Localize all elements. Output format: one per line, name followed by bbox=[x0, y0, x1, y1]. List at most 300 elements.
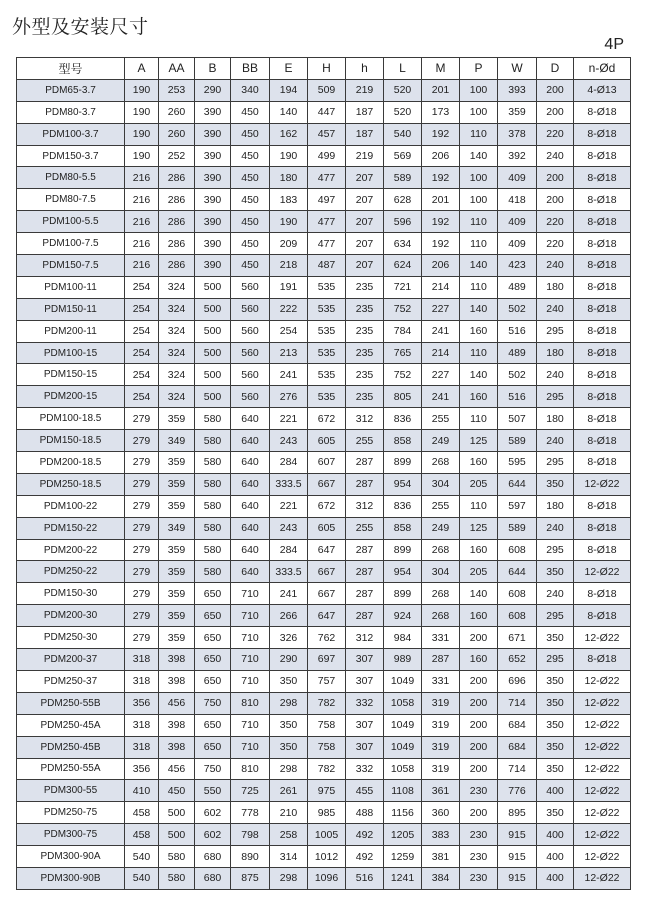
value-cell: 390 bbox=[195, 167, 231, 189]
value-cell: 750 bbox=[195, 692, 231, 714]
value-cell: 640 bbox=[231, 473, 270, 495]
value-cell: 782 bbox=[308, 758, 346, 780]
value-cell: 160 bbox=[460, 605, 498, 627]
value-cell: 191 bbox=[270, 276, 308, 298]
value-cell: 295 bbox=[537, 320, 574, 342]
value-cell: 326 bbox=[270, 627, 308, 649]
value-cell: 216 bbox=[125, 211, 159, 233]
column-header: W bbox=[498, 58, 537, 80]
value-cell: 757 bbox=[308, 670, 346, 692]
value-cell: 210 bbox=[270, 802, 308, 824]
value-cell: 383 bbox=[422, 824, 460, 846]
value-cell: 216 bbox=[125, 167, 159, 189]
model-cell: PDM300-75 bbox=[17, 824, 125, 846]
value-cell: 398 bbox=[159, 736, 195, 758]
value-cell: 252 bbox=[159, 145, 195, 167]
value-cell: 450 bbox=[231, 211, 270, 233]
value-cell: 667 bbox=[308, 583, 346, 605]
value-cell: 714 bbox=[498, 758, 537, 780]
value-cell: 216 bbox=[125, 233, 159, 255]
value-cell: 650 bbox=[195, 670, 231, 692]
value-cell: 241 bbox=[270, 364, 308, 386]
value-cell: 710 bbox=[231, 670, 270, 692]
value-cell: 266 bbox=[270, 605, 308, 627]
value-cell: 560 bbox=[231, 276, 270, 298]
value-cell: 284 bbox=[270, 539, 308, 561]
value-cell: 477 bbox=[308, 211, 346, 233]
table-row bbox=[17, 298, 631, 320]
value-cell: 295 bbox=[537, 605, 574, 627]
value-cell: 409 bbox=[498, 233, 537, 255]
value-cell: 1058 bbox=[384, 692, 422, 714]
value-cell: 356 bbox=[125, 692, 159, 714]
value-cell: 516 bbox=[498, 386, 537, 408]
value-cell: 805 bbox=[384, 386, 422, 408]
value-cell: 710 bbox=[231, 627, 270, 649]
value-cell: 243 bbox=[270, 517, 308, 539]
value-cell: 220 bbox=[537, 211, 574, 233]
table-row bbox=[17, 846, 631, 868]
value-cell: 200 bbox=[460, 627, 498, 649]
value-cell: 580 bbox=[159, 867, 195, 889]
model-cell: PDM300-90A bbox=[17, 846, 125, 868]
value-cell: 240 bbox=[537, 517, 574, 539]
value-cell: 241 bbox=[422, 386, 460, 408]
value-cell: 650 bbox=[195, 649, 231, 671]
model-cell: PDM200-37 bbox=[17, 649, 125, 671]
model-cell: PDM250-45B bbox=[17, 736, 125, 758]
column-header: h bbox=[346, 58, 384, 80]
model-cell: PDM100-5.5 bbox=[17, 211, 125, 233]
value-cell: 8-Ø18 bbox=[574, 276, 631, 298]
dimension-table bbox=[16, 57, 631, 890]
value-cell: 253 bbox=[159, 79, 195, 101]
value-cell: 240 bbox=[537, 364, 574, 386]
value-cell: 180 bbox=[270, 167, 308, 189]
table-row bbox=[17, 605, 631, 627]
value-cell: 507 bbox=[498, 408, 537, 430]
value-cell: 580 bbox=[195, 430, 231, 452]
value-cell: 254 bbox=[125, 386, 159, 408]
value-cell: 535 bbox=[308, 298, 346, 320]
column-header: BB bbox=[231, 58, 270, 80]
table-row bbox=[17, 495, 631, 517]
value-cell: 110 bbox=[460, 342, 498, 364]
value-cell: 350 bbox=[537, 692, 574, 714]
table-header-row bbox=[17, 58, 631, 80]
value-cell: 535 bbox=[308, 342, 346, 364]
value-cell: 605 bbox=[308, 430, 346, 452]
table-row bbox=[17, 714, 631, 736]
value-cell: 915 bbox=[498, 867, 537, 889]
value-cell: 350 bbox=[270, 714, 308, 736]
value-cell: 359 bbox=[159, 583, 195, 605]
value-cell: 500 bbox=[159, 824, 195, 846]
value-cell: 975 bbox=[308, 780, 346, 802]
value-cell: 110 bbox=[460, 276, 498, 298]
value-cell: 378 bbox=[498, 123, 537, 145]
table-row bbox=[17, 670, 631, 692]
value-cell: 286 bbox=[159, 255, 195, 277]
value-cell: 477 bbox=[308, 233, 346, 255]
value-cell: 100 bbox=[460, 101, 498, 123]
value-cell: 8-Ø18 bbox=[574, 605, 631, 627]
value-cell: 318 bbox=[125, 736, 159, 758]
table-row bbox=[17, 79, 631, 101]
value-cell: 100 bbox=[460, 167, 498, 189]
value-cell: 279 bbox=[125, 583, 159, 605]
value-cell: 279 bbox=[125, 430, 159, 452]
value-cell: 899 bbox=[384, 539, 422, 561]
value-cell: 279 bbox=[125, 408, 159, 430]
table-row bbox=[17, 386, 631, 408]
value-cell: 456 bbox=[159, 758, 195, 780]
value-cell: 200 bbox=[460, 758, 498, 780]
column-header: H bbox=[308, 58, 346, 80]
value-cell: 652 bbox=[498, 649, 537, 671]
value-cell: 1205 bbox=[384, 824, 422, 846]
value-cell: 332 bbox=[346, 692, 384, 714]
value-cell: 667 bbox=[308, 473, 346, 495]
value-cell: 140 bbox=[460, 145, 498, 167]
value-cell: 640 bbox=[231, 495, 270, 517]
value-cell: 8-Ø18 bbox=[574, 255, 631, 277]
value-cell: 477 bbox=[308, 167, 346, 189]
value-cell: 350 bbox=[270, 736, 308, 758]
value-cell: 450 bbox=[231, 189, 270, 211]
value-cell: 1241 bbox=[384, 867, 422, 889]
value-cell: 331 bbox=[422, 627, 460, 649]
value-cell: 235 bbox=[346, 386, 384, 408]
value-cell: 450 bbox=[231, 101, 270, 123]
value-cell: 340 bbox=[231, 79, 270, 101]
value-cell: 332 bbox=[346, 758, 384, 780]
model-cell: PDM100-15 bbox=[17, 342, 125, 364]
value-cell: 858 bbox=[384, 517, 422, 539]
value-cell: 890 bbox=[231, 846, 270, 868]
value-cell: 634 bbox=[384, 233, 422, 255]
model-cell: PDM150-11 bbox=[17, 298, 125, 320]
value-cell: 254 bbox=[270, 320, 308, 342]
table-row bbox=[17, 627, 631, 649]
value-cell: 324 bbox=[159, 320, 195, 342]
value-cell: 989 bbox=[384, 649, 422, 671]
value-cell: 8-Ø18 bbox=[574, 408, 631, 430]
value-cell: 450 bbox=[231, 167, 270, 189]
value-cell: 350 bbox=[270, 670, 308, 692]
value-cell: 458 bbox=[125, 824, 159, 846]
model-cell: PDM150-18.5 bbox=[17, 430, 125, 452]
value-cell: 390 bbox=[195, 189, 231, 211]
value-cell: 1156 bbox=[384, 802, 422, 824]
value-cell: 279 bbox=[125, 605, 159, 627]
value-cell: 580 bbox=[159, 846, 195, 868]
value-cell: 381 bbox=[422, 846, 460, 868]
value-cell: 160 bbox=[460, 452, 498, 474]
value-cell: 628 bbox=[384, 189, 422, 211]
value-cell: 450 bbox=[231, 123, 270, 145]
value-cell: 254 bbox=[125, 342, 159, 364]
value-cell: 393 bbox=[498, 79, 537, 101]
value-cell: 240 bbox=[537, 430, 574, 452]
model-cell: PDM200-22 bbox=[17, 539, 125, 561]
value-cell: 8-Ø18 bbox=[574, 342, 631, 364]
value-cell: 318 bbox=[125, 714, 159, 736]
value-cell: 298 bbox=[270, 758, 308, 780]
value-cell: 589 bbox=[384, 167, 422, 189]
value-cell: 580 bbox=[195, 517, 231, 539]
value-cell: 640 bbox=[231, 452, 270, 474]
value-cell: 580 bbox=[195, 539, 231, 561]
model-cell: PDM300-55 bbox=[17, 780, 125, 802]
table-row bbox=[17, 364, 631, 386]
value-cell: 200 bbox=[537, 167, 574, 189]
value-cell: 502 bbox=[498, 298, 537, 320]
value-cell: 359 bbox=[159, 539, 195, 561]
value-cell: 457 bbox=[308, 123, 346, 145]
value-cell: 279 bbox=[125, 495, 159, 517]
value-cell: 295 bbox=[537, 386, 574, 408]
value-cell: 140 bbox=[270, 101, 308, 123]
value-cell: 899 bbox=[384, 452, 422, 474]
table-row bbox=[17, 320, 631, 342]
value-cell: 1096 bbox=[308, 867, 346, 889]
value-cell: 500 bbox=[159, 802, 195, 824]
value-cell: 261 bbox=[270, 780, 308, 802]
value-cell: 12-Ø22 bbox=[574, 473, 631, 495]
table-row bbox=[17, 867, 631, 889]
value-cell: 1049 bbox=[384, 714, 422, 736]
value-cell: 350 bbox=[537, 758, 574, 780]
value-cell: 924 bbox=[384, 605, 422, 627]
value-cell: 8-Ø18 bbox=[574, 495, 631, 517]
value-cell: 200 bbox=[460, 802, 498, 824]
value-cell: 290 bbox=[270, 649, 308, 671]
value-cell: 954 bbox=[384, 561, 422, 583]
value-cell: 230 bbox=[460, 780, 498, 802]
value-cell: 776 bbox=[498, 780, 537, 802]
model-cell: PDM250-18.5 bbox=[17, 473, 125, 495]
column-header: B bbox=[195, 58, 231, 80]
value-cell: 492 bbox=[346, 846, 384, 868]
value-cell: 915 bbox=[498, 846, 537, 868]
value-cell: 241 bbox=[270, 583, 308, 605]
value-cell: 216 bbox=[125, 189, 159, 211]
value-cell: 216 bbox=[125, 255, 159, 277]
model-cell: PDM200-15 bbox=[17, 386, 125, 408]
value-cell: 500 bbox=[195, 276, 231, 298]
table-row bbox=[17, 539, 631, 561]
table-row bbox=[17, 233, 631, 255]
value-cell: 180 bbox=[537, 408, 574, 430]
value-cell: 608 bbox=[498, 539, 537, 561]
value-cell: 580 bbox=[195, 408, 231, 430]
value-cell: 12-Ø22 bbox=[574, 802, 631, 824]
value-cell: 650 bbox=[195, 736, 231, 758]
value-cell: 307 bbox=[346, 736, 384, 758]
value-cell: 450 bbox=[231, 145, 270, 167]
table-row bbox=[17, 649, 631, 671]
value-cell: 647 bbox=[308, 539, 346, 561]
value-cell: 100 bbox=[460, 79, 498, 101]
value-cell: 359 bbox=[159, 605, 195, 627]
value-cell: 359 bbox=[159, 473, 195, 495]
value-cell: 409 bbox=[498, 211, 537, 233]
value-cell: 650 bbox=[195, 627, 231, 649]
value-cell: 12-Ø22 bbox=[574, 714, 631, 736]
value-cell: 500 bbox=[195, 364, 231, 386]
value-cell: 500 bbox=[195, 298, 231, 320]
value-cell: 499 bbox=[308, 145, 346, 167]
value-cell: 8-Ø18 bbox=[574, 189, 631, 211]
value-cell: 520 bbox=[384, 101, 422, 123]
value-cell: 243 bbox=[270, 430, 308, 452]
value-cell: 260 bbox=[159, 101, 195, 123]
value-cell: 684 bbox=[498, 736, 537, 758]
value-cell: 286 bbox=[159, 211, 195, 233]
value-cell: 12-Ø22 bbox=[574, 758, 631, 780]
value-cell: 608 bbox=[498, 605, 537, 627]
model-cell: PDM250-75 bbox=[17, 802, 125, 824]
value-cell: 8-Ø18 bbox=[574, 452, 631, 474]
value-cell: 580 bbox=[195, 561, 231, 583]
value-cell: 312 bbox=[346, 495, 384, 517]
model-cell: PDM150-3.7 bbox=[17, 145, 125, 167]
value-cell: 190 bbox=[270, 145, 308, 167]
table-row bbox=[17, 123, 631, 145]
value-cell: 8-Ø18 bbox=[574, 517, 631, 539]
value-cell: 540 bbox=[125, 867, 159, 889]
value-cell: 398 bbox=[159, 649, 195, 671]
table-row bbox=[17, 145, 631, 167]
value-cell: 450 bbox=[231, 255, 270, 277]
value-cell: 12-Ø22 bbox=[574, 824, 631, 846]
value-cell: 418 bbox=[498, 189, 537, 211]
value-cell: 550 bbox=[195, 780, 231, 802]
value-cell: 710 bbox=[231, 583, 270, 605]
value-cell: 836 bbox=[384, 408, 422, 430]
column-header: M bbox=[422, 58, 460, 80]
value-cell: 180 bbox=[537, 495, 574, 517]
value-cell: 240 bbox=[537, 255, 574, 277]
value-cell: 254 bbox=[125, 364, 159, 386]
table-row bbox=[17, 342, 631, 364]
value-cell: 500 bbox=[195, 342, 231, 364]
value-cell: 206 bbox=[422, 255, 460, 277]
value-cell: 298 bbox=[270, 692, 308, 714]
column-header: E bbox=[270, 58, 308, 80]
value-cell: 235 bbox=[346, 364, 384, 386]
model-cell: PDM250-22 bbox=[17, 561, 125, 583]
value-cell: 12-Ø22 bbox=[574, 780, 631, 802]
value-cell: 589 bbox=[498, 430, 537, 452]
value-cell: 456 bbox=[159, 692, 195, 714]
value-cell: 8-Ø18 bbox=[574, 145, 631, 167]
value-cell: 125 bbox=[460, 430, 498, 452]
value-cell: 268 bbox=[422, 452, 460, 474]
value-cell: 644 bbox=[498, 561, 537, 583]
value-cell: 488 bbox=[346, 802, 384, 824]
value-cell: 356 bbox=[125, 758, 159, 780]
table-row bbox=[17, 561, 631, 583]
pole-tag: 4P bbox=[604, 36, 624, 53]
value-cell: 173 bbox=[422, 101, 460, 123]
model-cell: PDM100-3.7 bbox=[17, 123, 125, 145]
value-cell: 350 bbox=[537, 736, 574, 758]
value-cell: 230 bbox=[460, 846, 498, 868]
table-row bbox=[17, 758, 631, 780]
column-header: n-Ød bbox=[574, 58, 631, 80]
value-cell: 230 bbox=[460, 824, 498, 846]
value-cell: 400 bbox=[537, 824, 574, 846]
value-cell: 489 bbox=[498, 276, 537, 298]
value-cell: 8-Ø18 bbox=[574, 233, 631, 255]
value-cell: 207 bbox=[346, 255, 384, 277]
value-cell: 307 bbox=[346, 714, 384, 736]
value-cell: 255 bbox=[422, 408, 460, 430]
table-row bbox=[17, 583, 631, 605]
value-cell: 569 bbox=[384, 145, 422, 167]
value-cell: 671 bbox=[498, 627, 537, 649]
value-cell: 200 bbox=[537, 101, 574, 123]
value-cell: 268 bbox=[422, 605, 460, 627]
value-cell: 350 bbox=[537, 670, 574, 692]
value-cell: 535 bbox=[308, 276, 346, 298]
value-cell: 298 bbox=[270, 867, 308, 889]
value-cell: 207 bbox=[346, 167, 384, 189]
value-cell: 254 bbox=[125, 298, 159, 320]
table-row bbox=[17, 452, 631, 474]
value-cell: 287 bbox=[346, 583, 384, 605]
table-row bbox=[17, 736, 631, 758]
value-cell: 207 bbox=[346, 189, 384, 211]
model-cell: PDM80-5.5 bbox=[17, 167, 125, 189]
value-cell: 455 bbox=[346, 780, 384, 802]
value-cell: 194 bbox=[270, 79, 308, 101]
value-cell: 640 bbox=[231, 561, 270, 583]
value-cell: 1108 bbox=[384, 780, 422, 802]
value-cell: 319 bbox=[422, 736, 460, 758]
value-cell: 647 bbox=[308, 605, 346, 627]
model-cell: PDM250-30 bbox=[17, 627, 125, 649]
value-cell: 400 bbox=[537, 867, 574, 889]
value-cell: 400 bbox=[537, 780, 574, 802]
value-cell: 409 bbox=[498, 167, 537, 189]
value-cell: 4-Ø13 bbox=[574, 79, 631, 101]
value-cell: 209 bbox=[270, 233, 308, 255]
value-cell: 680 bbox=[195, 867, 231, 889]
value-cell: 284 bbox=[270, 452, 308, 474]
model-cell: PDM80-3.7 bbox=[17, 101, 125, 123]
value-cell: 213 bbox=[270, 342, 308, 364]
value-cell: 8-Ø18 bbox=[574, 298, 631, 320]
value-cell: 954 bbox=[384, 473, 422, 495]
value-cell: 140 bbox=[460, 364, 498, 386]
value-cell: 319 bbox=[422, 758, 460, 780]
value-cell: 222 bbox=[270, 298, 308, 320]
value-cell: 287 bbox=[346, 452, 384, 474]
value-cell: 192 bbox=[422, 123, 460, 145]
column-header: L bbox=[384, 58, 422, 80]
value-cell: 218 bbox=[270, 255, 308, 277]
model-cell: PDM100-11 bbox=[17, 276, 125, 298]
value-cell: 710 bbox=[231, 649, 270, 671]
value-cell: 201 bbox=[422, 189, 460, 211]
value-cell: 500 bbox=[195, 386, 231, 408]
value-cell: 784 bbox=[384, 320, 422, 342]
value-cell: 287 bbox=[346, 605, 384, 627]
value-cell: 535 bbox=[308, 386, 346, 408]
